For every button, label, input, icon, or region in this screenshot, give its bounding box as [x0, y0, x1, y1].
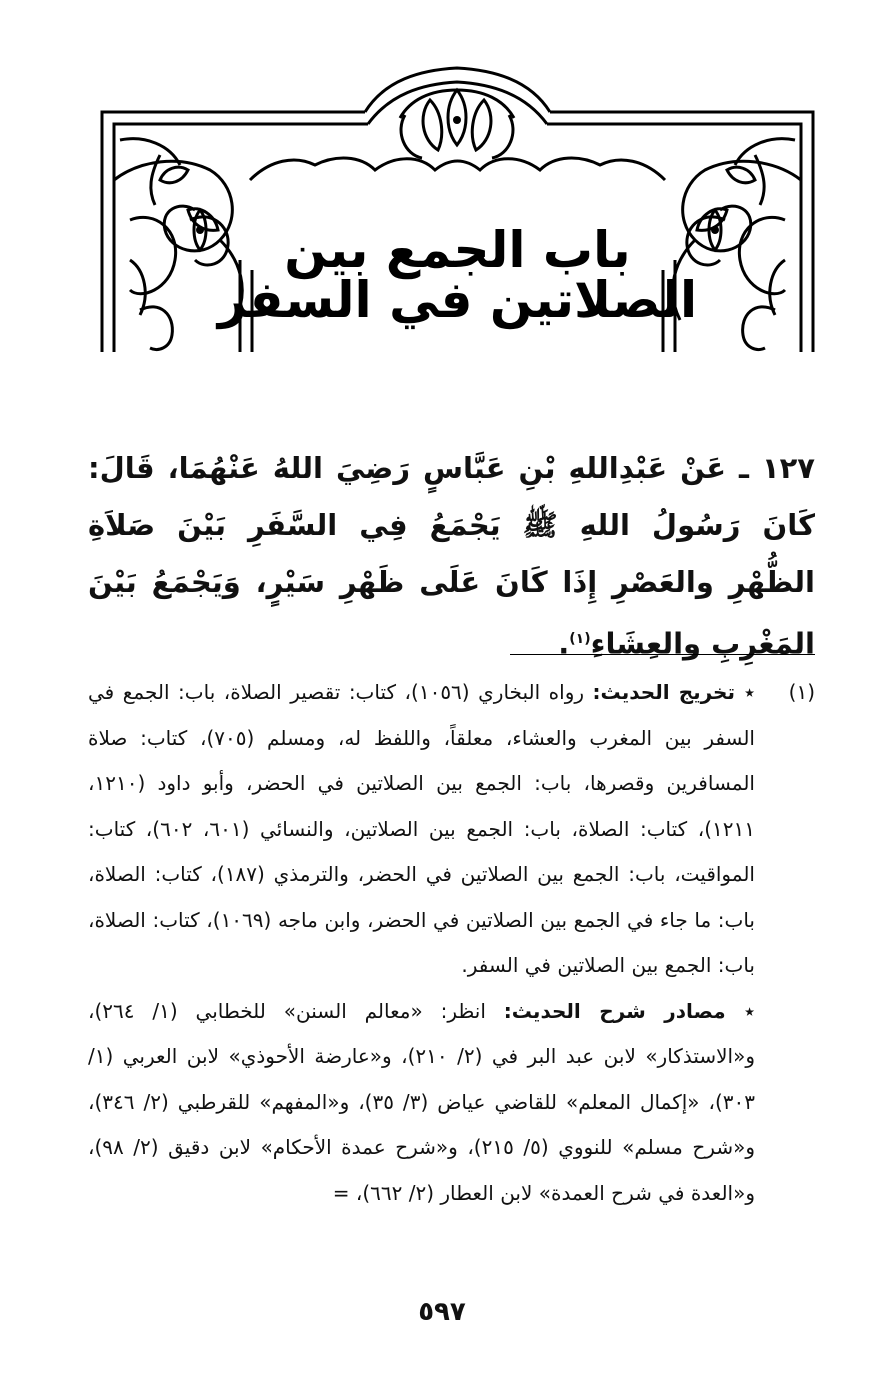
footnote-body — [88, 670, 755, 1216]
footnote-reference: (١) — [569, 631, 591, 647]
takhrij-label: ٭ تخريج الحديث: — [592, 680, 756, 704]
sources-label: ٭ مصادر شرح الحديث: — [503, 998, 755, 1023]
page-number: ٥٩٧ — [418, 1297, 466, 1327]
hadith-end-mark: . — [558, 626, 570, 661]
footnotes-section — [88, 670, 815, 1216]
hadith-text-block — [88, 440, 815, 673]
hadith-text: ١٢٧ ـ عَنْ عَبْدِاللهِ بْنِ عَبَّاسٍ رَضِيَ اللهُ عَنْهُمَا، قَالَ: كَانَ رَسُولُ اللهِ ﷺ يَجْمَعُ فِي السَّفَرِ بَيْنَ صَلاَةِ الظُّهْرِ والعَصْرِ إِذَا كَانَ عَلَى ظَهْرِ سَيْرٍ، وَيَجْمَعُ بَيْنَ المَغْرِبِ والعِشَاءِ — [88, 451, 815, 661]
footnote-number: (١) — [788, 680, 815, 704]
takhrij-text: رواه البخاري (١٠٥٦)، كتاب: تقصير الصلاة، باب: الجمع في السفر بين المغرب والعشاء، معلقاً، واللفظ له، ومسلم (٧٠٥)، كتاب: صلاة المسافرين وقصرها، باب: الجمع بين الصلاتين في الحضر، وأبو داود (١٢١٠، ١٢١١)، كتاب: الصلاة، باب: الجمع بين الصلاتين، والنسائي (٦٠١، ٦٠٢)، كتاب: المواقيت، باب: الجمع بين الصلاتين في الحضر، والترمذي (١٨٧)، كتاب: الصلاة، باب: ما جاء في الجمع بين الصلاتين في الحضر، وابن ماجه (١٠٦٩)، كتاب: الصلاة، باب: الجمع بين الصلاتين في السفر. — [88, 680, 756, 977]
takhrij-paragraph — [88, 670, 755, 989]
footnote-separator — [510, 654, 815, 655]
footnote-item — [88, 670, 815, 1216]
sources-paragraph — [88, 989, 755, 1217]
chapter-title: باب الجمع بين الصلاتين في السفر — [217, 221, 698, 329]
sources-text: انظر: «معالم السنن» للخطابي (١/ ٢٦٤)، و«الاستذكار» لابن عبد البر في (٢/ ٢١٠)، و«عارضة الأحوذي» لابن العربي (١/ ٣٠٣)، «إكمال المعلم» للقاضي عياض (٣/ ٣٥)، و«المفهم» للقرطبي (٢/ ٣٤٦)، و«شرح مسلم» للنووي (٥/ ٢١٥)، و«شرح عمدة الأحكام» لابن دقيق (٢/ ٩٨)، و«العدة في شرح العمدة» لابن العطار (٢/ ٦٦٢)، = — [88, 998, 755, 1205]
